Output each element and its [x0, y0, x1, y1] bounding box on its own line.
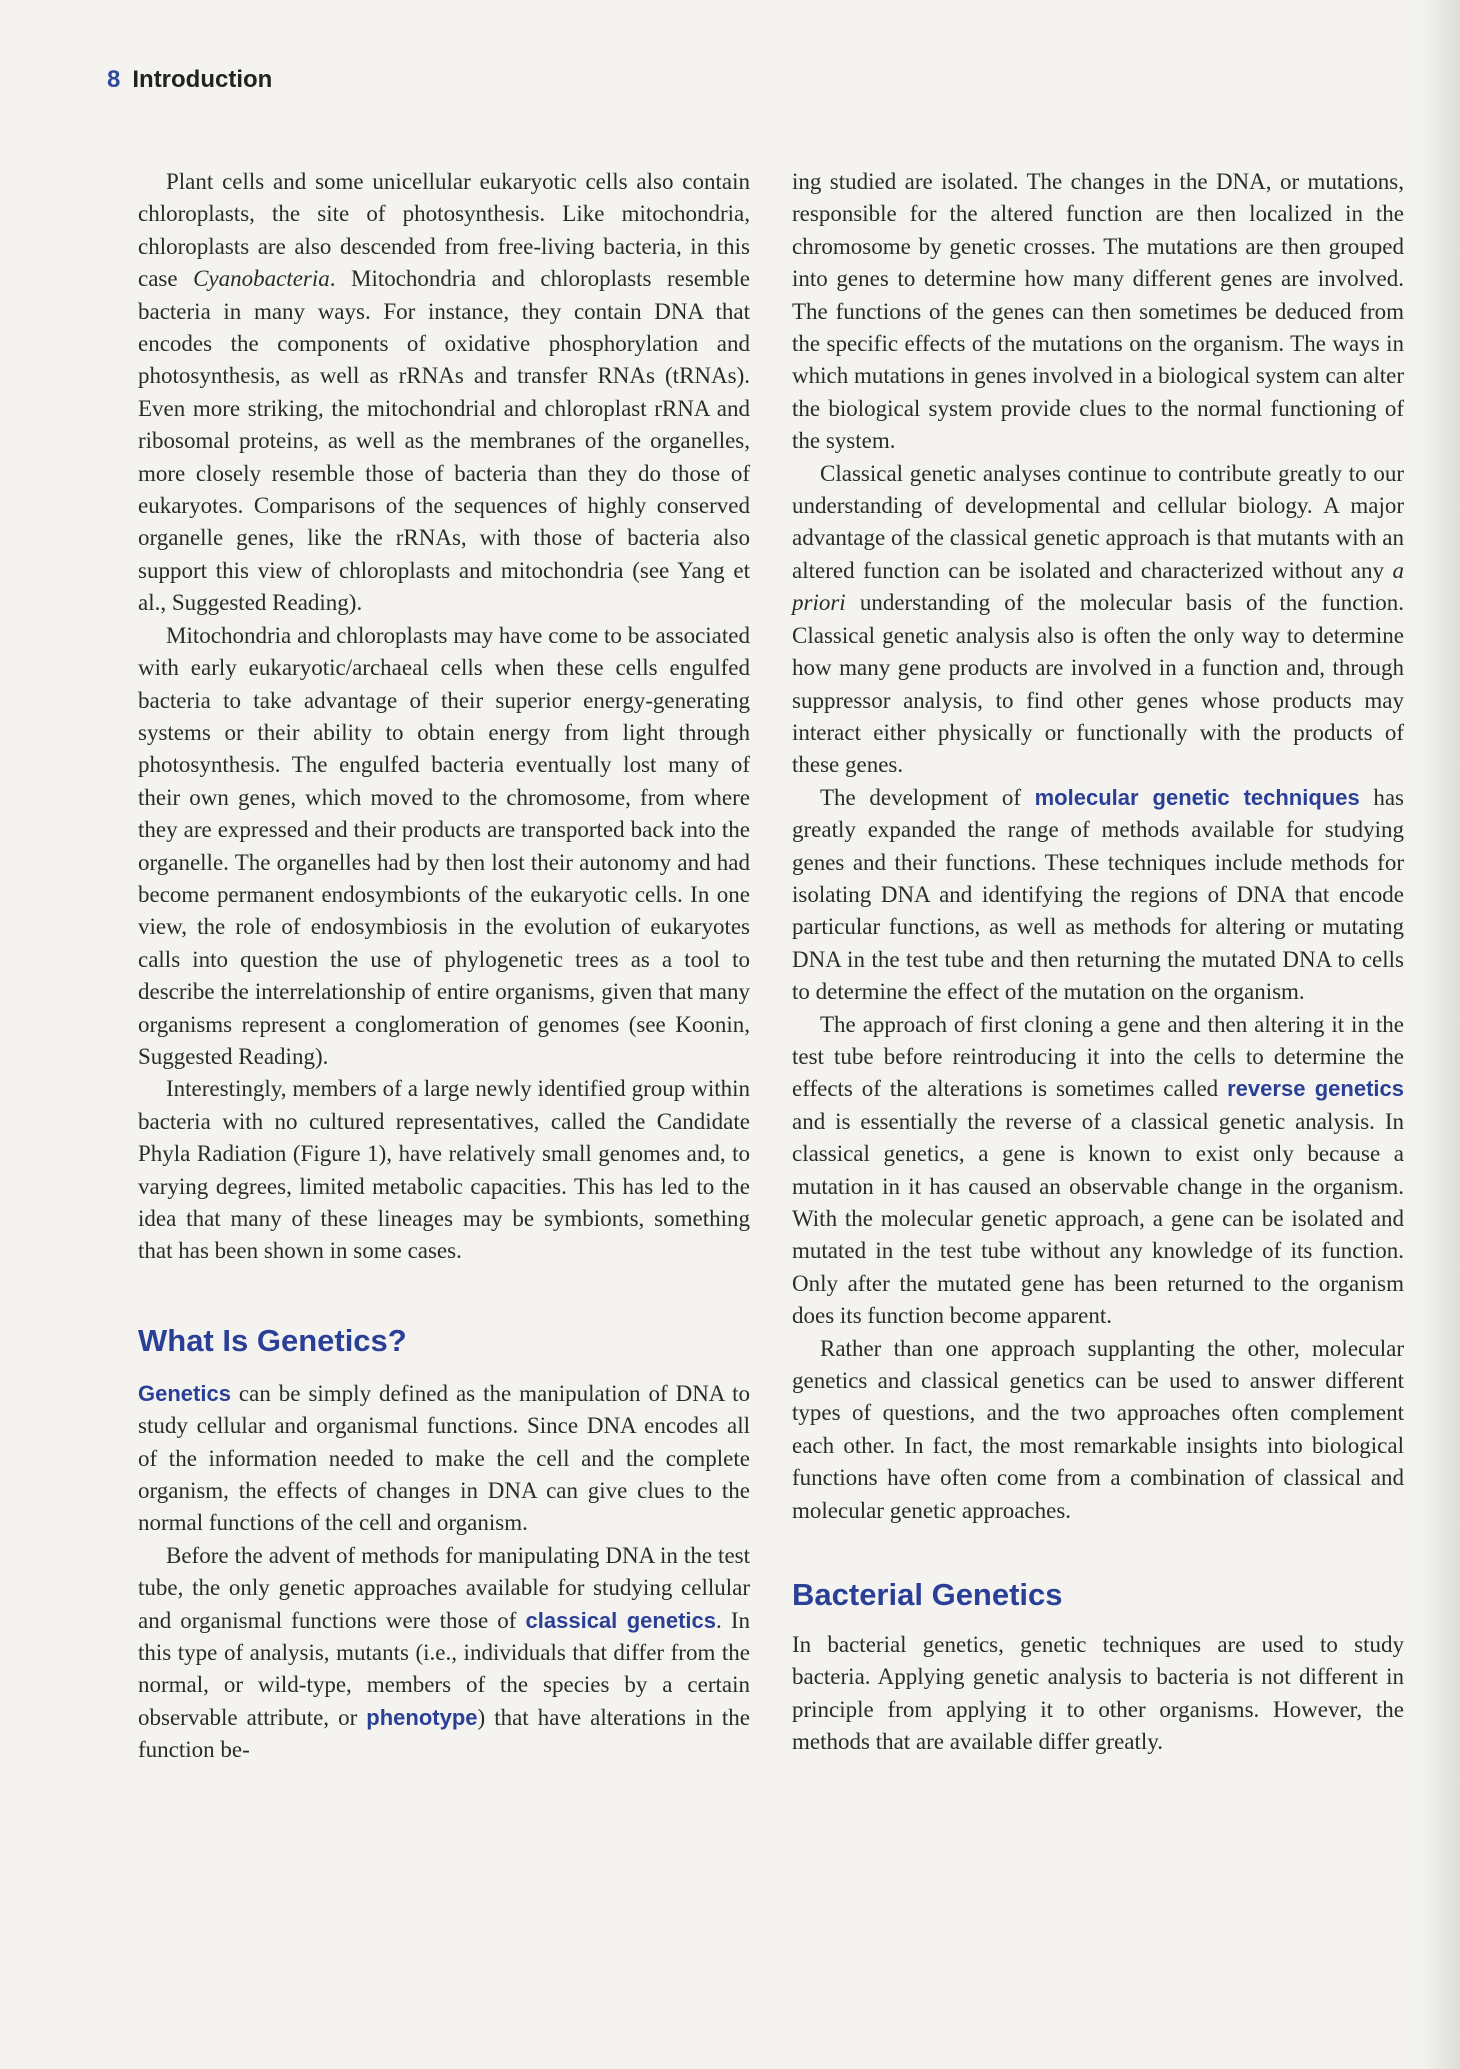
page-edge-shadow [1420, 0, 1460, 2069]
text-run: has greatly expanded the range of methods available for studying genes and their functions. These techniques include methods for isolating DNA and identifying the regions of DNA that encode particular functions, as well as methods for altering or mutating DNA in the test tube and then returning the mutated DNA to cells to determine the effect of the mutation on the organism. [792, 784, 1404, 1005]
section-title: Introduction [132, 66, 273, 93]
paragraph-complementary-approaches: Rather than one approach supplanting the other, molecular genetics and classical genetics can be used to answer different types of questions, and the two approaches often complement each other. In fact, the most remarkable insights into biological functions have often come from a combination of classical and molecular genetic approaches. [792, 1335, 1404, 1523]
paragraph-candidate-phyla: Interestingly, members of a large newly identified group within bacteria with no cultured representatives, called the Candidate Phyla Radiation (Figure 1), have relatively small genomes and, to varying degrees, limited metabolic capacities. This has led to the idea that many of these lineages may be symbionts, something that has been shown in some cases. [138, 1076, 750, 1264]
text-run: ) that have alterations in the function be- [138, 1704, 750, 1763]
heading-what-is-genetics: What Is Genetics? [138, 1322, 407, 1358]
paragraph-molecular-techniques [792, 782, 1404, 1009]
paragraph-classical-genetics [138, 1540, 750, 1767]
right-column [792, 166, 1404, 1759]
key-term: Genetics [138, 1380, 231, 1406]
left-column [138, 166, 750, 1767]
key-term: classical genetics [525, 1607, 716, 1633]
heading-bacterial-genetics: Bacterial Genetics [792, 1577, 1063, 1613]
italic-term: a priori [792, 557, 1404, 616]
text-run: and is essentially the reverse of a classical genetic analysis. In classical genetics, a gene is known to exist only because a mutation in it has caused an observable change in the organism. With the molecular genetic approach, a gene can be isolated and mutated in the test tube without any knowledge of its function. Only after the mutated gene has been returned to the organism does its function become apparent. [792, 1108, 1404, 1329]
text-run: . Mitochondria and chloroplasts resemble bacteria in many ways. For instance, they contain DNA that encodes the components of oxidative phosphorylation and photosynthesis, as well as rRNAs and transfer RNAs (tRNAs). Even more striking, the mitochondrial and chloroplast rRNA and ribosomal proteins, as well as the membranes of the organelles, more closely resemble those of bacteria than they do those of eukaryotes. Comparisons of the sequences of highly conserved organelle genes, like the rRNAs, with those of bacteria also support this view of chloroplasts and mitochondria (see Yang et al., Suggested Reading). [138, 266, 750, 616]
paragraph-reverse-genetics [792, 1009, 1404, 1333]
paragraph-endosymbiosis: Mitochondria and chloroplasts may have come to be associated with early eukaryotic/archaeal cells when these cells engulfed bacteria to take advantage of their superior energy-generating systems or their ability to obtain energy from light through photosynthesis. The engulfed bacteria eventually lost many of their own genes, which moved to the chromosome, from where they are expressed and their products are transported back into the organelle. The organelles had by then lost their autonomy and had become permanent endosymbionts of the eukaryotic cells. In one view, the role of endosymbiosis in the evolution of eukaryotes calls into question the use of phylogenetic trees as a tool to describe the interrelationship of entire organisms, given that many organisms represent a conglomeration of genomes (see Koonin, Suggested Reading). [138, 622, 750, 1069]
text-run: understanding of the molecular basis of the function. Classical genetic analysis also is often the only way to determine how many gene products are involved in a function and, through suppressor analysis, to find other genes whose products may interact either physically or functionally with the products of these genes. [792, 590, 1404, 778]
text-run: The approach of first cloning a gene and then altering it in the test tube before reintroducing it into the cells to determine the effects of the alterations is sometimes called [792, 1011, 1404, 1102]
paragraph-mutations-continued: ing studied are isolated. The changes in the DNA, or mutations, responsible for the altered function are then localized in the chromosome by genetic crosses. The mutations are then grouped into genes to determine how many different genes are involved. The functions of the genes can then sometimes be deduced from the specific effects of the mutations on the organism. The ways in which mutations in genes involved in a biological system can alter the biological system provide clues to the normal functioning of the system. [792, 169, 1404, 454]
text-run: can be simply defined as the manipulation of DNA to study cellular and organismal functions. Since DNA encodes all of the information needed to make the cell and the complete organism, the effects of changes in DNA can give clues to the normal functions of the cell and organism. [138, 1380, 750, 1536]
key-term: phenotype [366, 1704, 478, 1730]
italic-term: Cyanobacteria [193, 266, 330, 292]
paragraph-classical-analyses [792, 458, 1404, 782]
paragraph-chloroplasts [138, 166, 750, 620]
key-term: reverse genetics [1227, 1076, 1404, 1102]
running-head [107, 66, 272, 94]
paragraph-bacterial-genetics: In bacterial genetics, genetic techniques are used to study bacteria. Applying genetic analysis to bacteria is not different in principle from applying it to other organisms. However, the methods that are available differ greatly. [792, 1632, 1404, 1755]
paragraph-genetics-definition [138, 1378, 750, 1540]
page-number: 8 [107, 66, 121, 93]
text-run: Classical genetic analyses continue to contribute greatly to our understanding of developmental and cellular biology. A major advantage of the classical genetic approach is that mutants with an altered function can be isolated and characterized without any [792, 460, 1404, 583]
text-run: Before the advent of methods for manipulating DNA in the test tube, the only genetic approaches available for studying cellular and organismal functions were those of [138, 1542, 750, 1633]
key-term: molecular genetic techniques [1034, 784, 1360, 810]
text-run: . In this type of analysis, mutants (i.e., individuals that differ from the normal, or wild-type, members of the species by a certain observable attribute, or [138, 1607, 750, 1730]
text-run: Plant cells and some unicellular eukaryotic cells also contain chloroplasts, the site of photosynthesis. Like mitochondria, chloroplasts are also descended from free-living bacteria, in this case [138, 169, 750, 292]
text-run: The development of [820, 784, 1035, 810]
